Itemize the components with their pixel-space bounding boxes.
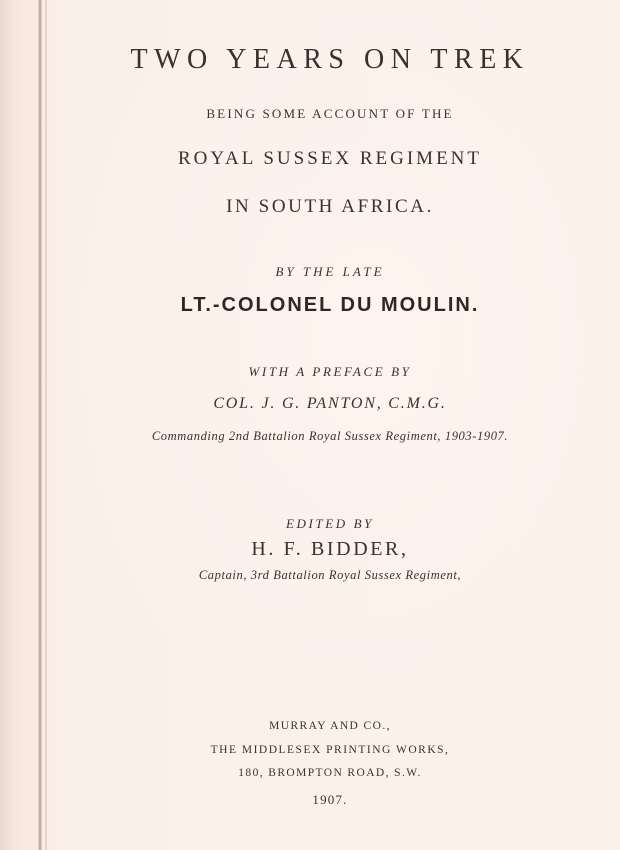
book-title: TWO YEARS ON TREK xyxy=(130,44,530,75)
book-gutter-shadow xyxy=(38,0,42,850)
preface-author-name: COL. J. G. PANTON, C.M.G. xyxy=(213,395,447,412)
publication-year: 1907. xyxy=(312,792,348,807)
preface-author-role: Commanding 2nd Battalion Royal Sussex Regiment, 1903-1907. xyxy=(151,429,509,443)
author-byline: BY THE LATE xyxy=(275,264,385,279)
subtitle-line-1: BEING SOME ACCOUNT OF THE xyxy=(206,106,454,121)
editor-name: H. F. BIDDER, xyxy=(251,538,409,560)
publisher-name: MURRAY AND CO., xyxy=(269,720,391,732)
book-gutter-line xyxy=(45,0,47,850)
publisher-works: THE MIDDLESEX PRINTING WORKS, xyxy=(210,744,450,756)
editor-role: Captain, 3rd Battalion Royal Sussex Regiment, xyxy=(198,568,462,582)
editor-label: EDITED BY xyxy=(285,516,375,531)
publisher-address: 180, BROMPTON ROAD, S.W. xyxy=(238,767,422,779)
preface-label: WITH A PREFACE BY xyxy=(248,364,412,379)
author-name: LT.-COLONEL DU MOULIN. xyxy=(180,294,480,316)
subtitle-line-3: IN SOUTH AFRICA. xyxy=(226,196,434,217)
subtitle-line-2: ROYAL SUSSEX REGIMENT xyxy=(177,148,483,169)
